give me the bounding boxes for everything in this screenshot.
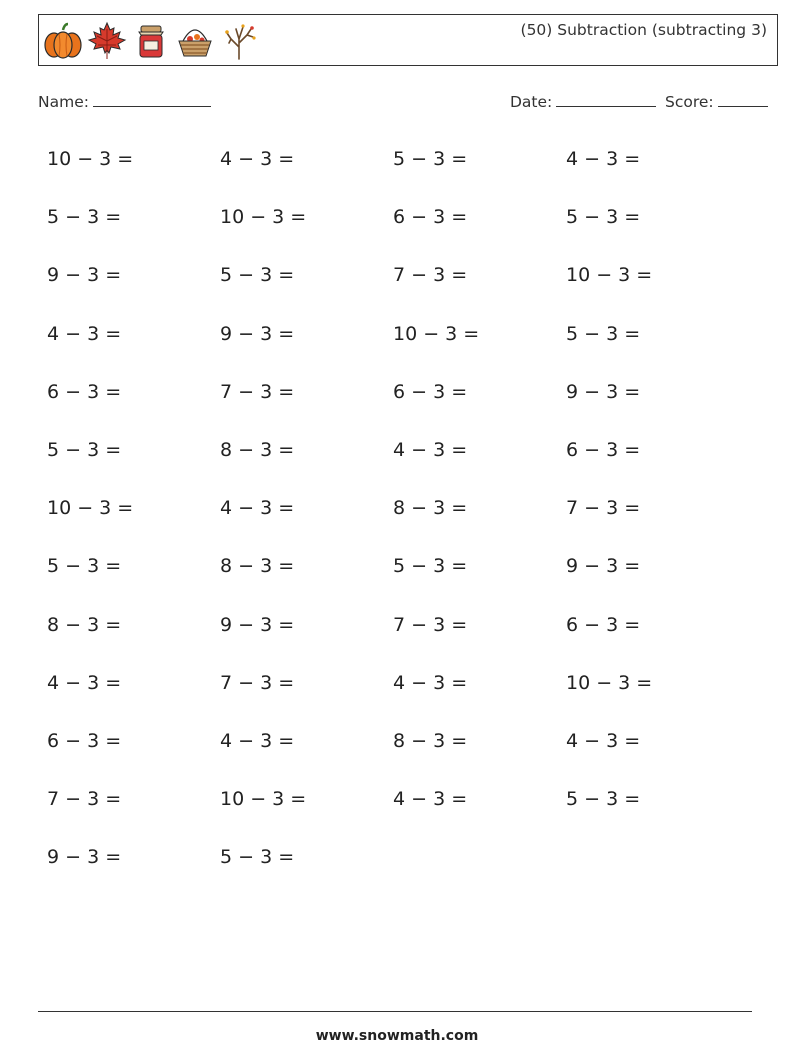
problem-item: 5 − 3 = [47, 439, 122, 461]
problem-item: 10 − 3 = [393, 322, 480, 345]
problem-item: 6 − 3 = [393, 206, 468, 229]
score-label: Score: [665, 93, 714, 111]
problem-item: 7 − 3 = [393, 613, 468, 636]
problem-item: 8 − 3 = [393, 497, 468, 520]
problem-item: 5 − 3 = [566, 206, 641, 229]
problem-item: 5 − 3 = [47, 555, 122, 578]
problem-item: 8 − 3 = [393, 730, 468, 752]
problem-item: 4 − 3 = [220, 730, 295, 752]
problem-item: 6 − 3 = [393, 380, 468, 403]
problem-item: 4 − 3 = [47, 671, 122, 694]
problem-item: 7 − 3 = [47, 788, 122, 811]
name-blank[interactable] [93, 92, 211, 107]
problem-item: 5 − 3 = [393, 148, 468, 170]
problem-item: 9 − 3 = [220, 322, 295, 345]
bare-tree-icon [219, 20, 259, 62]
footer-website: www.snowmath.com [315, 1028, 479, 1044]
problem-item: 7 − 3 = [220, 671, 295, 694]
problem-item: 5 − 3 = [566, 788, 641, 811]
name-label: Name: [38, 93, 89, 111]
problem-item: 6 − 3 = [47, 380, 122, 403]
problem-item: 4 − 3 = [393, 671, 468, 694]
problem-item: 4 − 3 = [47, 322, 122, 345]
jam-jar-icon [131, 20, 171, 62]
problem-item: 6 − 3 = [47, 730, 122, 752]
maple-leaf-icon [87, 20, 127, 62]
score-field[interactable] [665, 92, 768, 111]
fruit-basket-icon [175, 20, 215, 62]
problem-item: 10 − 3 = [566, 671, 653, 694]
problem-item: 10 − 3 = [566, 264, 653, 287]
problem-item: 9 − 3 = [566, 380, 641, 403]
problem-item: 4 − 3 = [220, 148, 295, 170]
problem-item: 7 − 3 = [220, 380, 295, 403]
worksheet-header [38, 14, 778, 66]
problem-item: 4 − 3 = [393, 439, 468, 461]
problem-item: 4 − 3 = [220, 497, 295, 520]
date-blank[interactable] [556, 92, 656, 107]
problem-item: 7 − 3 = [566, 497, 641, 520]
problem-item: 9 − 3 = [47, 264, 122, 287]
problem-item: 10 − 3 = [47, 497, 134, 520]
problem-item: 10 − 3 = [220, 206, 307, 229]
problem-item: 9 − 3 = [566, 555, 641, 578]
problem-item: 8 − 3 = [220, 439, 295, 461]
date-field[interactable] [510, 92, 656, 111]
problem-item: 4 − 3 = [566, 730, 641, 752]
problem-item: 6 − 3 = [566, 613, 641, 636]
problem-item: 8 − 3 = [220, 555, 295, 578]
problem-item: 7 − 3 = [393, 264, 468, 287]
header-icons [43, 20, 259, 62]
score-blank[interactable] [718, 92, 768, 107]
problem-item: 4 − 3 = [393, 788, 468, 811]
problem-item: 10 − 3 = [220, 788, 307, 811]
name-field[interactable] [38, 92, 211, 111]
footer-divider [38, 1011, 752, 1012]
problem-item: 4 − 3 = [566, 148, 641, 170]
problem-item: 8 − 3 = [47, 613, 122, 636]
pumpkin-icon [43, 20, 83, 62]
problem-item: 5 − 3 = [220, 264, 295, 287]
problem-item: 9 − 3 = [220, 613, 295, 636]
problem-item: 5 − 3 = [220, 846, 295, 869]
worksheet-title: (50) Subtraction (subtracting 3) [520, 21, 767, 39]
problem-item: 6 − 3 = [566, 439, 641, 461]
problem-item: 9 − 3 = [47, 846, 122, 869]
problem-item: 5 − 3 = [47, 206, 122, 229]
date-label: Date: [510, 93, 553, 111]
problem-item: 5 − 3 = [393, 555, 468, 578]
problem-item: 10 − 3 = [47, 148, 134, 170]
problem-item: 5 − 3 = [566, 322, 641, 345]
